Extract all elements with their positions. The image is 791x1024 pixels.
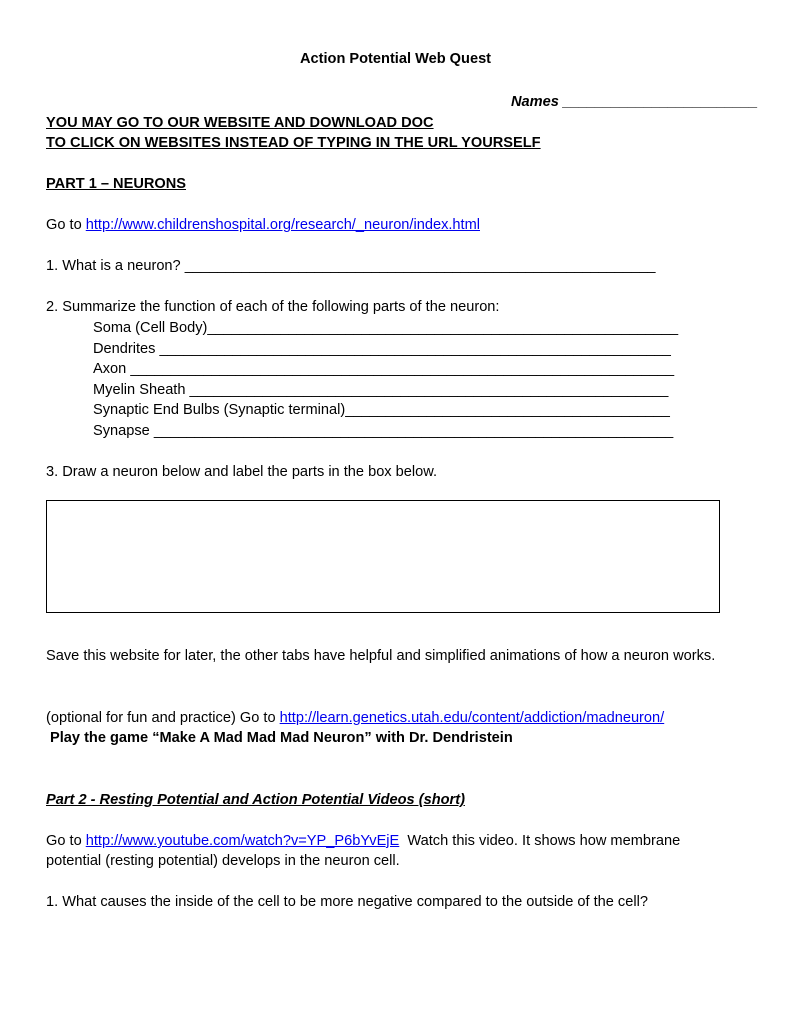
notice-line-1: YOU MAY GO TO OUR WEBSITE AND DOWNLOAD DOC [46,115,434,131]
goto-prefix-2: Go to [46,833,86,849]
goto-prefix: Go to [46,217,86,233]
part1-heading: PART 1 – NEURONS [46,176,187,192]
question-1: 1. What is a neuron? __________________________________________________________ [46,258,656,274]
part1-goto [46,216,480,234]
notice-line-2: TO CLICK ON WEBSITES INSTEAD OF TYPING IN THE URL YOURSELF [46,135,541,151]
part2-goto [46,832,680,850]
part-dendrites: Dendrites _______________________________________________________________ [93,341,671,357]
part-myelin-sheath: Myelin Sheath ___________________________________________________________ [93,382,669,398]
drawing-box[interactable] [46,500,720,613]
youtube-link[interactable]: http://www.youtube.com/watch?v=YP_P6bYvEjE [85,833,400,849]
part-synapse: Synapse ________________________________________________________________ [93,423,674,439]
names-line: Names ________________________ [511,94,758,110]
part-axon: Axon ___________________________________________________________________ [93,361,675,377]
part-soma: Soma (Cell Body)__________________________________________________________ [93,320,679,336]
game-line: Play the game “Make A Mad Mad Mad Neuron” with Dr. Dendristein [50,730,513,746]
madneuron-link[interactable]: http://learn.genetics.utah.edu/content/addiction/madneuron/ [279,710,665,726]
page-title: Action Potential Web Quest [299,51,492,67]
save-note: Save this website for later, the other tabs have helpful and simplified animations of how a neuron works. [46,648,716,664]
question-2: 2. Summarize the function of each of the following parts of the neuron: [46,299,500,315]
part2-goto-line2: potential (resting potential) develops in the neuron cell. [46,853,400,869]
optional-goto [46,709,664,727]
optional-prefix: (optional for fun and practice) Go to [46,710,280,726]
part2-heading: Part 2 - Resting Potential and Action Potential Videos (short) [46,792,465,808]
part2-question-1: 1. What causes the inside of the cell to be more negative compared to the outside of the cell? [46,894,648,910]
question-3: 3. Draw a neuron below and label the parts in the box below. [46,464,438,480]
neuron-site-link[interactable]: http://www.childrenshospital.org/research/_neuron/index.html [85,217,480,233]
goto-suffix: Watch this video. It shows how membrane [399,833,681,849]
part-synaptic-end-bulbs: Synaptic End Bulbs (Synaptic terminal)________________________________________ [93,402,670,418]
